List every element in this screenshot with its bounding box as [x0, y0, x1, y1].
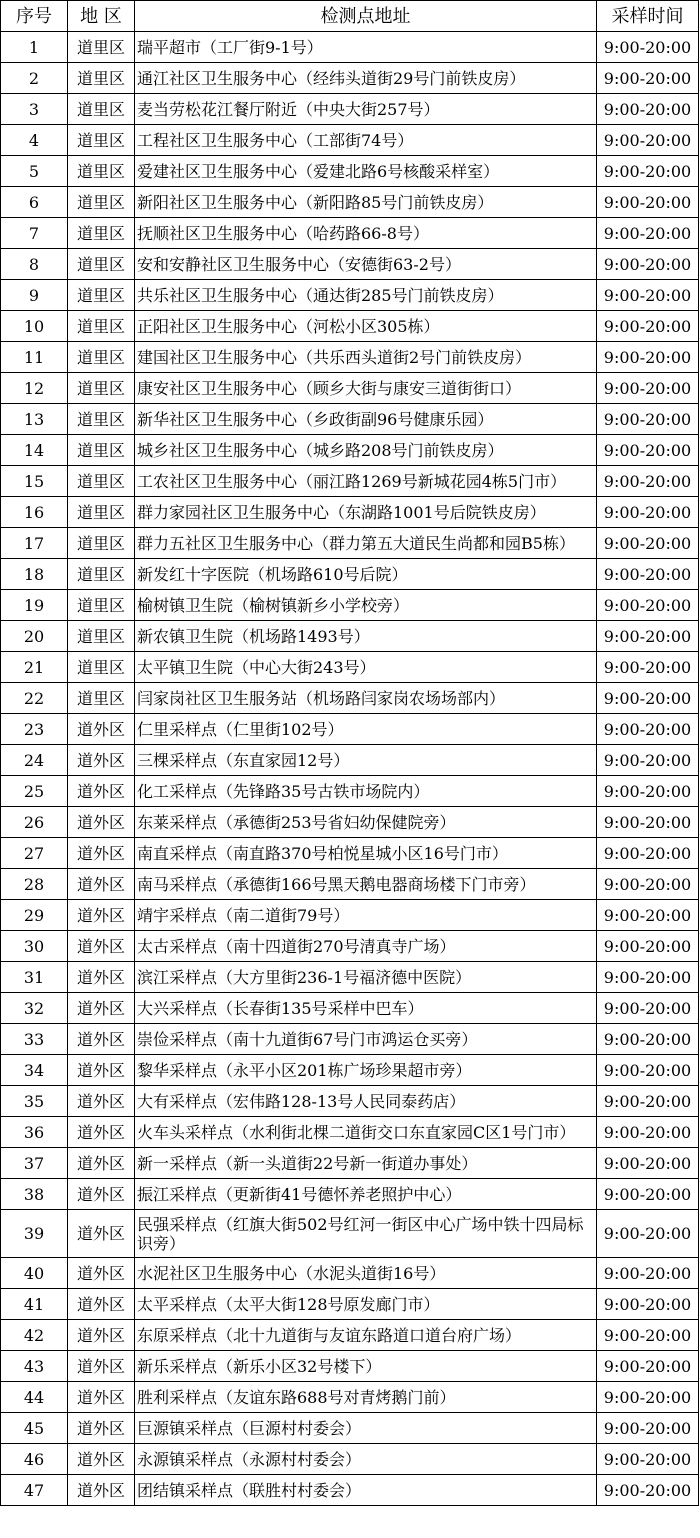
- row-site-address: 滨江采样点（大方里街236-1号福济德中医院）: [135, 962, 597, 993]
- row-district: 道里区: [68, 342, 135, 373]
- table-row: [1, 559, 699, 590]
- row-serial-number: 39: [1, 1210, 68, 1258]
- row-district: 道里区: [68, 404, 135, 435]
- row-serial-number: 3: [1, 94, 68, 125]
- table-row: [1, 249, 699, 280]
- row-site-address: 永源镇采样点（永源村村委会）: [135, 1444, 597, 1475]
- table-row: [1, 776, 699, 807]
- row-serial-number: 44: [1, 1382, 68, 1413]
- row-site-address: 太古采样点（南十四道街270号清真寺广场）: [135, 931, 597, 962]
- row-site-address: 崇俭采样点（南十九道街67号门市鸿运仓买旁）: [135, 1024, 597, 1055]
- row-site-address: 闫家岗社区卫生服务站（机场路闫家岗农场场部内）: [135, 683, 597, 714]
- row-district: 道里区: [68, 621, 135, 652]
- table-row: [1, 838, 699, 869]
- row-site-address: 大兴采样点（长春街135号采样中巴车）: [135, 993, 597, 1024]
- table-row: [1, 32, 699, 63]
- row-sampling-time: 9:00-20:00: [597, 807, 699, 838]
- row-district: 道里区: [68, 590, 135, 621]
- row-district: 道里区: [68, 156, 135, 187]
- row-district: 道外区: [68, 962, 135, 993]
- row-district: 道外区: [68, 869, 135, 900]
- table-row: [1, 373, 699, 404]
- row-district: 道里区: [68, 559, 135, 590]
- row-serial-number: 13: [1, 404, 68, 435]
- row-sampling-time: 9:00-20:00: [597, 1475, 699, 1506]
- row-serial-number: 8: [1, 249, 68, 280]
- row-site-address: 康安社区卫生服务中心（顾乡大街与康安三道街街口）: [135, 373, 597, 404]
- row-serial-number: 14: [1, 435, 68, 466]
- table-row: [1, 280, 699, 311]
- table-row: [1, 1179, 699, 1210]
- row-site-address: 巨源镇采样点（巨源村村委会）: [135, 1413, 597, 1444]
- table-row: [1, 621, 699, 652]
- row-site-address: 三棵采样点（东直家园12号）: [135, 745, 597, 776]
- row-district: 道外区: [68, 838, 135, 869]
- row-district: 道里区: [68, 311, 135, 342]
- table-row: [1, 714, 699, 745]
- table-row: [1, 1320, 699, 1351]
- row-serial-number: 2: [1, 63, 68, 94]
- row-sampling-time: 9:00-20:00: [597, 1289, 699, 1320]
- header-site-address: 检测点地址: [135, 1, 597, 32]
- row-district: 道里区: [68, 435, 135, 466]
- table-row: [1, 125, 699, 156]
- row-sampling-time: 9:00-20:00: [597, 1148, 699, 1179]
- row-district: 道里区: [68, 218, 135, 249]
- table-row: [1, 497, 699, 528]
- row-serial-number: 5: [1, 156, 68, 187]
- row-site-address: 水泥社区卫生服务中心（水泥头道街16号）: [135, 1258, 597, 1289]
- row-sampling-time: 9:00-20:00: [597, 1086, 699, 1117]
- table-body: [1, 32, 699, 1506]
- row-sampling-time: 9:00-20:00: [597, 497, 699, 528]
- row-district: 道外区: [68, 1382, 135, 1413]
- table-row: [1, 528, 699, 559]
- row-district: 道外区: [68, 807, 135, 838]
- row-serial-number: 23: [1, 714, 68, 745]
- row-district: 道外区: [68, 1351, 135, 1382]
- row-sampling-time: 9:00-20:00: [597, 63, 699, 94]
- table-row: [1, 1382, 699, 1413]
- row-serial-number: 21: [1, 652, 68, 683]
- table-row: [1, 807, 699, 838]
- header-district: 地 区: [68, 1, 135, 32]
- row-sampling-time: 9:00-20:00: [597, 342, 699, 373]
- row-site-address: 新农镇卫生院（机场路1493号）: [135, 621, 597, 652]
- table-row: [1, 1148, 699, 1179]
- row-serial-number: 12: [1, 373, 68, 404]
- table-row: [1, 993, 699, 1024]
- row-site-address: 建国社区卫生服务中心（共乐西头道街2号门前铁皮房）: [135, 342, 597, 373]
- row-sampling-time: 9:00-20:00: [597, 1117, 699, 1148]
- table-row: [1, 931, 699, 962]
- row-serial-number: 34: [1, 1055, 68, 1086]
- row-sampling-time: 9:00-20:00: [597, 311, 699, 342]
- row-serial-number: 46: [1, 1444, 68, 1475]
- row-sampling-time: 9:00-20:00: [597, 1179, 699, 1210]
- row-sampling-time: 9:00-20:00: [597, 745, 699, 776]
- row-district: 道里区: [68, 63, 135, 94]
- row-sampling-time: 9:00-20:00: [597, 1024, 699, 1055]
- table-row: [1, 466, 699, 497]
- row-serial-number: 17: [1, 528, 68, 559]
- table-row: [1, 590, 699, 621]
- row-site-address: 抚顺社区卫生服务中心（哈药路66-8号）: [135, 218, 597, 249]
- row-site-address: 群力家园社区卫生服务中心（东湖路1001号后院铁皮房）: [135, 497, 597, 528]
- row-sampling-time: 9:00-20:00: [597, 1258, 699, 1289]
- row-district: 道里区: [68, 466, 135, 497]
- row-sampling-time: 9:00-20:00: [597, 32, 699, 63]
- row-district: 道里区: [68, 32, 135, 63]
- row-sampling-time: 9:00-20:00: [597, 1351, 699, 1382]
- row-serial-number: 35: [1, 1086, 68, 1117]
- table-header: [1, 1, 699, 32]
- row-serial-number: 16: [1, 497, 68, 528]
- row-sampling-time: 9:00-20:00: [597, 590, 699, 621]
- row-serial-number: 22: [1, 683, 68, 714]
- row-site-address: 火车头采样点（水利街北棵二道街交口东直家园C区1号门市）: [135, 1117, 597, 1148]
- row-district: 道外区: [68, 993, 135, 1024]
- row-site-address: 通江社区卫生服务中心（经纬头道街29号门前铁皮房）: [135, 63, 597, 94]
- table-row: [1, 1475, 699, 1506]
- table-row: [1, 745, 699, 776]
- row-sampling-time: 9:00-20:00: [597, 218, 699, 249]
- row-serial-number: 30: [1, 931, 68, 962]
- row-serial-number: 20: [1, 621, 68, 652]
- table-row: [1, 1351, 699, 1382]
- row-serial-number: 47: [1, 1475, 68, 1506]
- row-sampling-time: 9:00-20:00: [597, 714, 699, 745]
- table-row: [1, 435, 699, 466]
- row-sampling-time: 9:00-20:00: [597, 962, 699, 993]
- row-serial-number: 26: [1, 807, 68, 838]
- table-row: [1, 869, 699, 900]
- row-site-address: 团结镇采样点（联胜村村委会）: [135, 1475, 597, 1506]
- table-row: [1, 652, 699, 683]
- row-site-address: 南马采样点（承德街166号黑天鹅电器商场楼下门市旁）: [135, 869, 597, 900]
- row-serial-number: 7: [1, 218, 68, 249]
- row-district: 道外区: [68, 776, 135, 807]
- row-district: 道里区: [68, 528, 135, 559]
- table-row: [1, 1413, 699, 1444]
- row-serial-number: 45: [1, 1413, 68, 1444]
- row-district: 道外区: [68, 1475, 135, 1506]
- row-site-address: 新一采样点（新一头道街22号新一街道办事处）: [135, 1148, 597, 1179]
- table-row: [1, 187, 699, 218]
- row-serial-number: 28: [1, 869, 68, 900]
- row-serial-number: 42: [1, 1320, 68, 1351]
- row-sampling-time: 9:00-20:00: [597, 156, 699, 187]
- row-site-address: 安和安静社区卫生服务中心（安德街63-2号）: [135, 249, 597, 280]
- row-sampling-time: 9:00-20:00: [597, 187, 699, 218]
- row-district: 道外区: [68, 1117, 135, 1148]
- table-row: [1, 683, 699, 714]
- row-sampling-time: 9:00-20:00: [597, 683, 699, 714]
- row-sampling-time: 9:00-20:00: [597, 1382, 699, 1413]
- table-row: [1, 156, 699, 187]
- row-district: 道外区: [68, 1024, 135, 1055]
- row-site-address: 振江采样点（更新街41号德怀养老照护中心）: [135, 1179, 597, 1210]
- row-sampling-time: 9:00-20:00: [597, 1413, 699, 1444]
- row-sampling-time: 9:00-20:00: [597, 621, 699, 652]
- row-sampling-time: 9:00-20:00: [597, 280, 699, 311]
- row-site-address: 麦当劳松花江餐厅附近（中央大街257号）: [135, 94, 597, 125]
- row-sampling-time: 9:00-20:00: [597, 838, 699, 869]
- row-site-address: 南直采样点（南直路370号柏悦星城小区16号门市）: [135, 838, 597, 869]
- row-site-address: 榆树镇卫生院（榆树镇新乡小学校旁）: [135, 590, 597, 621]
- row-district: 道外区: [68, 1179, 135, 1210]
- header-row: [1, 1, 699, 32]
- row-sampling-time: 9:00-20:00: [597, 404, 699, 435]
- row-serial-number: 19: [1, 590, 68, 621]
- row-site-address: 新乐采样点（新乐小区32号楼下）: [135, 1351, 597, 1382]
- row-district: 道外区: [68, 900, 135, 931]
- row-serial-number: 6: [1, 187, 68, 218]
- row-district: 道里区: [68, 497, 135, 528]
- row-sampling-time: 9:00-20:00: [597, 869, 699, 900]
- row-serial-number: 33: [1, 1024, 68, 1055]
- table-row: [1, 962, 699, 993]
- table-row: [1, 1444, 699, 1475]
- row-serial-number: 15: [1, 466, 68, 497]
- row-serial-number: 31: [1, 962, 68, 993]
- row-district: 道里区: [68, 652, 135, 683]
- row-district: 道里区: [68, 683, 135, 714]
- row-district: 道里区: [68, 94, 135, 125]
- row-district: 道里区: [68, 280, 135, 311]
- row-serial-number: 1: [1, 32, 68, 63]
- row-serial-number: 37: [1, 1148, 68, 1179]
- table-row: [1, 94, 699, 125]
- row-site-address: 太平镇卫生院（中心大街243号）: [135, 652, 597, 683]
- row-sampling-time: 9:00-20:00: [597, 466, 699, 497]
- table-row: [1, 1117, 699, 1148]
- row-district: 道外区: [68, 1258, 135, 1289]
- row-sampling-time: 9:00-20:00: [597, 900, 699, 931]
- header-sampling-time: 采样时间: [597, 1, 699, 32]
- row-site-address: 胜利采样点（友谊东路688号对青烤鹅门前）: [135, 1382, 597, 1413]
- row-sampling-time: 9:00-20:00: [597, 1210, 699, 1258]
- row-sampling-time: 9:00-20:00: [597, 94, 699, 125]
- row-district: 道外区: [68, 1444, 135, 1475]
- row-district: 道外区: [68, 931, 135, 962]
- row-site-address: 仁里采样点（仁里街102号）: [135, 714, 597, 745]
- row-serial-number: 10: [1, 311, 68, 342]
- row-site-address: 东莱采样点（承德街253号省妇幼保健院旁）: [135, 807, 597, 838]
- row-sampling-time: 9:00-20:00: [597, 373, 699, 404]
- row-serial-number: 32: [1, 993, 68, 1024]
- row-site-address: 新发红十字医院（机场路610号后院）: [135, 559, 597, 590]
- row-serial-number: 25: [1, 776, 68, 807]
- row-site-address: 正阳社区卫生服务中心（河松小区305栋）: [135, 311, 597, 342]
- row-site-address: 工程社区卫生服务中心（工部街74号）: [135, 125, 597, 156]
- row-district: 道里区: [68, 125, 135, 156]
- row-site-address: 黎华采样点（永平小区201栋广场珍果超市旁）: [135, 1055, 597, 1086]
- row-district: 道外区: [68, 1055, 135, 1086]
- row-sampling-time: 9:00-20:00: [597, 435, 699, 466]
- row-district: 道外区: [68, 714, 135, 745]
- row-site-address: 共乐社区卫生服务中心（通达街285号门前铁皮房）: [135, 280, 597, 311]
- row-site-address: 城乡社区卫生服务中心（城乡路208号门前铁皮房）: [135, 435, 597, 466]
- row-serial-number: 40: [1, 1258, 68, 1289]
- row-sampling-time: 9:00-20:00: [597, 1444, 699, 1475]
- row-site-address: 瑞平超市（工厂街9-1号）: [135, 32, 597, 63]
- header-serial-number: 序号: [1, 1, 68, 32]
- row-site-address: 爱建社区卫生服务中心（爱建北路6号核酸采样室）: [135, 156, 597, 187]
- row-serial-number: 36: [1, 1117, 68, 1148]
- row-site-address: 东原采样点（北十九道街与友谊东路道口道台府广场）: [135, 1320, 597, 1351]
- row-district: 道外区: [68, 1413, 135, 1444]
- table-row: [1, 1258, 699, 1289]
- row-district: 道里区: [68, 249, 135, 280]
- table-row: [1, 311, 699, 342]
- row-sampling-time: 9:00-20:00: [597, 249, 699, 280]
- table-row: [1, 1086, 699, 1117]
- row-district: 道外区: [68, 1086, 135, 1117]
- row-district: 道外区: [68, 1210, 135, 1258]
- row-site-address: 群力五社区卫生服务中心（群力第五大道民生尚都和园B5栋）: [135, 528, 597, 559]
- table-row: [1, 1024, 699, 1055]
- row-sampling-time: 9:00-20:00: [597, 993, 699, 1024]
- row-district: 道里区: [68, 187, 135, 218]
- row-serial-number: 43: [1, 1351, 68, 1382]
- row-site-address: 靖宇采样点（南二道街79号）: [135, 900, 597, 931]
- row-serial-number: 24: [1, 745, 68, 776]
- row-serial-number: 41: [1, 1289, 68, 1320]
- row-site-address: 工农社区卫生服务中心（丽江路1269号新城花园4栋5门市）: [135, 466, 597, 497]
- row-district: 道外区: [68, 745, 135, 776]
- row-site-address: 化工采样点（先锋路35号古铁市场院内）: [135, 776, 597, 807]
- row-district: 道外区: [68, 1148, 135, 1179]
- table-row: [1, 218, 699, 249]
- row-sampling-time: 9:00-20:00: [597, 1320, 699, 1351]
- table-row: [1, 63, 699, 94]
- row-serial-number: 11: [1, 342, 68, 373]
- table-row: [1, 1055, 699, 1086]
- row-site-address: 新阳社区卫生服务中心（新阳路85号门前铁皮房）: [135, 187, 597, 218]
- row-district: 道外区: [68, 1289, 135, 1320]
- table-row: [1, 404, 699, 435]
- table-row: [1, 900, 699, 931]
- row-sampling-time: 9:00-20:00: [597, 776, 699, 807]
- table-row: [1, 342, 699, 373]
- row-sampling-time: 9:00-20:00: [597, 931, 699, 962]
- row-district: 道里区: [68, 373, 135, 404]
- row-sampling-time: 9:00-20:00: [597, 528, 699, 559]
- row-site-address: 大有采样点（宏伟路128-13号人民同泰药店）: [135, 1086, 597, 1117]
- row-site-address: 新华社区卫生服务中心（乡政街副96号健康乐园）: [135, 404, 597, 435]
- row-site-address: 太平采样点（太平大街128号原发廊门市）: [135, 1289, 597, 1320]
- row-serial-number: 27: [1, 838, 68, 869]
- row-sampling-time: 9:00-20:00: [597, 652, 699, 683]
- row-serial-number: 18: [1, 559, 68, 590]
- row-district: 道外区: [68, 1320, 135, 1351]
- row-serial-number: 38: [1, 1179, 68, 1210]
- table-row: [1, 1210, 699, 1258]
- row-sampling-time: 9:00-20:00: [597, 559, 699, 590]
- row-sampling-time: 9:00-20:00: [597, 1055, 699, 1086]
- row-sampling-time: 9:00-20:00: [597, 125, 699, 156]
- table-row: [1, 1289, 699, 1320]
- row-serial-number: 9: [1, 280, 68, 311]
- row-site-address: 民强采样点（红旗大街502号红河一街区中心广场中铁十四局标识旁）: [135, 1210, 597, 1258]
- row-serial-number: 29: [1, 900, 68, 931]
- row-serial-number: 4: [1, 125, 68, 156]
